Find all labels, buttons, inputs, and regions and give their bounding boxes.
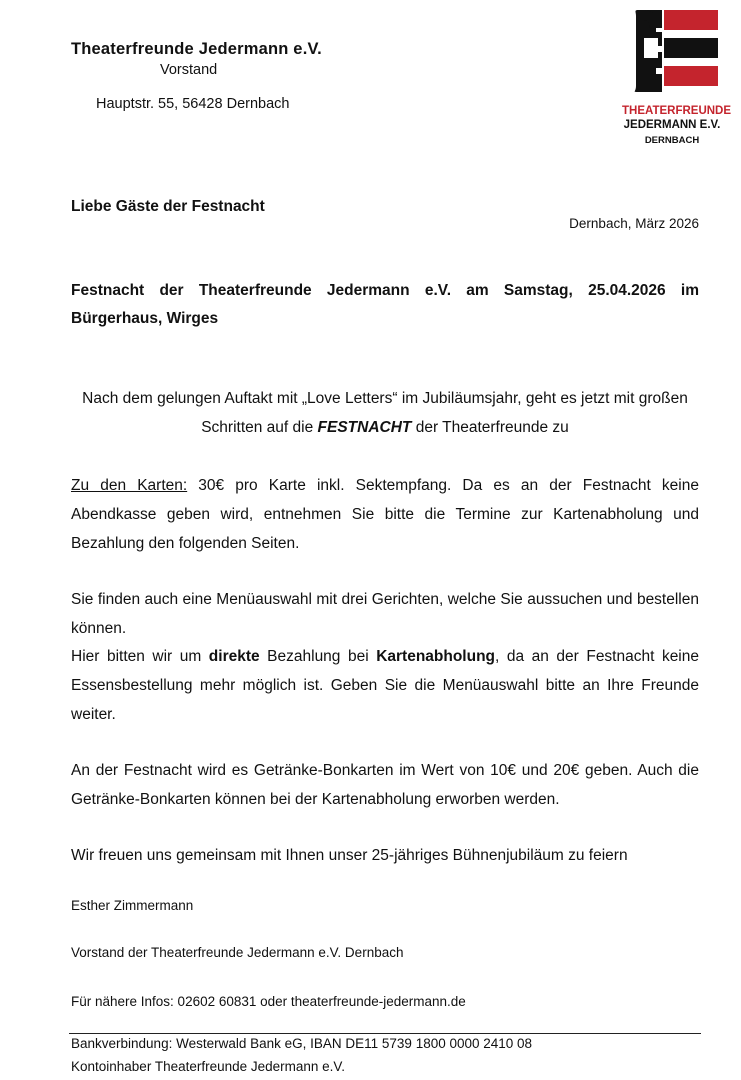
closing-sentence: Wir freuen uns gemeinsam mit Ihnen unser 25-jähriges Bühnenjubiläum zu feiern	[71, 847, 628, 864]
signer-role: Vorstand der Theaterfreunde Jedermann e.V. Dernbach	[71, 945, 404, 960]
theater-logo-mark	[622, 8, 722, 103]
event-title: Festnacht der Theaterfreunde Jedermann e.V. am Samstag, 25.04.2026 im Bürgerhaus, Wirges	[71, 282, 699, 327]
tickets-label: Zu den Karten:	[71, 477, 188, 494]
letter-date: Dernbach, März 2026	[569, 216, 699, 231]
payment-text-3: , da an der Festnacht keine Essensbestellung mehr möglich ist. Geben Sie die Menüauswahl bitte an Ihre Freunde weiter.	[71, 648, 699, 723]
intro-text-1: Nach dem gelungen Auftakt mit „Love Letters“ im Jubiläumsjahr, geht es jetzt mit großen Schritten auf die	[82, 390, 688, 436]
payment-text-1: Hier bitten wir um	[71, 648, 209, 665]
menu-paragraph: Sie finden auch eine Menüauswahl mit drei Gerichten, welche Sie aussuchen und bestellen können.	[71, 591, 699, 637]
organization-address: Hauptstr. 55, 56428 Dernbach	[96, 96, 290, 112]
logo-text-line-1: THEATERFREUNDE	[622, 105, 732, 117]
contact-info: Für nähere Infos: 02602 60831 oder theaterfreunde-jedermann.de	[71, 994, 466, 1009]
payment-text-2: Bezahlung bei	[259, 648, 377, 665]
theater-logo	[622, 8, 732, 153]
intro-emphasis: FESTNACHT	[317, 419, 412, 436]
bank-details: Bankverbindung: Westerwald Bank eG, IBAN DE11 5739 1800 0000 2410 08	[71, 1036, 533, 1051]
organization-board-label: Vorstand	[160, 62, 218, 78]
payment-bold-pickup: Kartenabholung	[376, 648, 496, 665]
logo-text-line-3: DERNBACH	[644, 135, 700, 146]
tickets-text: 30€ pro Karte inkl. Sektempfang. Da es an der Festnacht keine Abendkasse geben wird, entnehmen Sie bitte die Termine zur Kartenabholung und Bezahlung den folgenden Seiten.	[71, 477, 699, 552]
signer-name: Esther Zimmermann	[71, 898, 194, 913]
salutation: Liebe Gäste der Festnacht	[71, 198, 265, 215]
intro-text-2: der Theaterfreunde zu	[411, 419, 569, 436]
payment-bold-direct: direkte	[208, 648, 260, 665]
drinks-paragraph: An der Festnacht wird es Getränke-Bonkarten im Wert von 10€ und 20€ geben. Auch die Getränke-Bonkarten können bei der Kartenabholung erworben werden.	[71, 762, 699, 808]
tickets-paragraph	[71, 471, 699, 558]
intro-paragraph	[71, 384, 699, 442]
footer-divider	[69, 1033, 701, 1034]
organization-name: Theaterfreunde Jedermann e.V.	[71, 40, 322, 58]
account-holder: Kontoinhaber Theaterfreunde Jedermann e.V.	[71, 1059, 345, 1074]
logo-text-line-2: JEDERMANN E.V.	[623, 119, 721, 131]
payment-paragraph	[71, 642, 699, 729]
